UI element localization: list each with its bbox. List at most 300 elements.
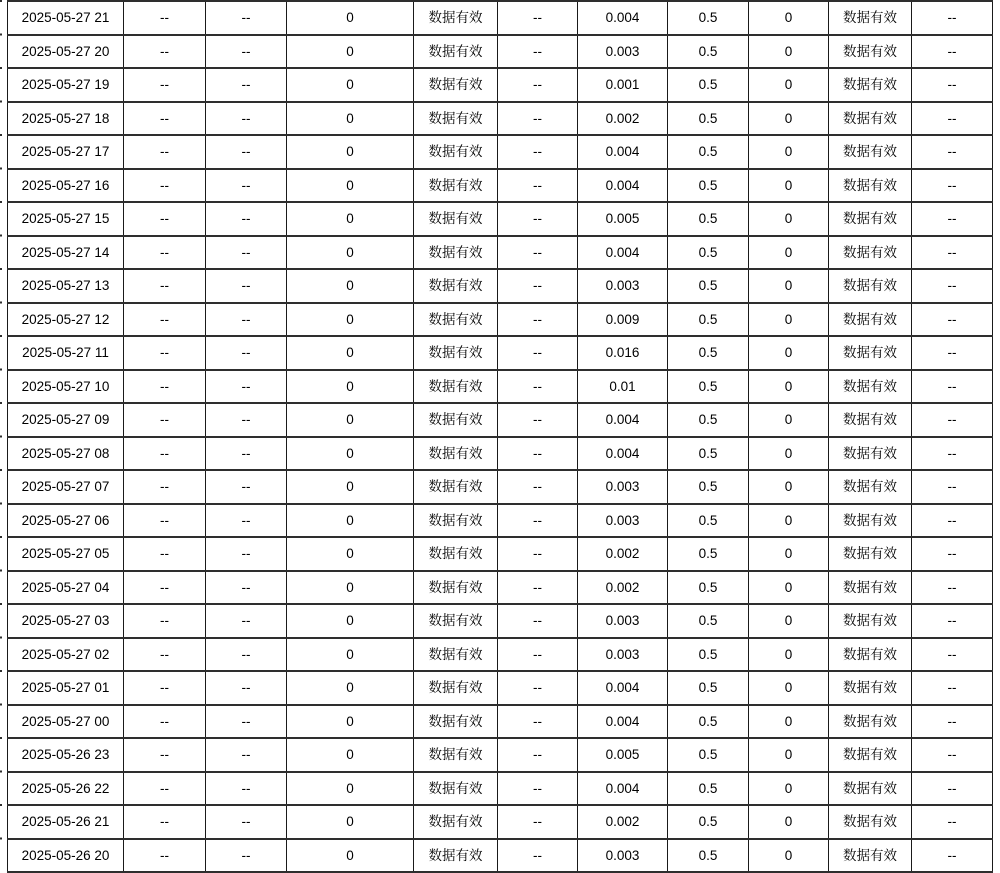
cell-metric-b: -- [206,772,287,806]
cell-metric-f: 0.5 [668,504,749,538]
cell-metric-h: -- [912,638,993,672]
cell-metric-d: -- [498,336,578,370]
cell-metric-g: 0 [749,470,829,504]
cell-metric-a: -- [124,772,206,806]
cell-metric-c: 0 [287,336,414,370]
cell-metric-f: 0.5 [668,303,749,337]
cell-metric-h: -- [912,68,993,102]
cell-metric-d: -- [498,738,578,772]
cell-metric-f: 0.5 [668,336,749,370]
cell-metric-h: -- [912,236,993,270]
cell-metric-b: -- [206,370,287,404]
cell-metric-c: 0 [287,437,414,471]
cell-metric-e: 0.003 [578,470,668,504]
cell-metric-e: 0.003 [578,504,668,538]
cell-metric-a: -- [124,805,206,839]
cell-metric-e: 0.01 [578,370,668,404]
table-row [8,236,993,270]
cell-metric-f: 0.5 [668,738,749,772]
cell-metric-g: 0 [749,437,829,471]
cell-status-a: 数据有效 [414,604,498,638]
table-row [8,169,993,203]
cell-metric-f: 0.5 [668,35,749,69]
cell-metric-b: -- [206,537,287,571]
cell-metric-a: -- [124,336,206,370]
cell-metric-c: 0 [287,202,414,236]
cell-metric-e: 0.004 [578,437,668,471]
cell-status-a: 数据有效 [414,269,498,303]
cell-status-b: 数据有效 [829,68,912,102]
cell-metric-h: -- [912,169,993,203]
cell-metric-d: -- [498,638,578,672]
cell-metric-c: 0 [287,403,414,437]
cell-metric-e: 0.005 [578,738,668,772]
cell-metric-a: -- [124,437,206,471]
cell-metric-g: 0 [749,1,829,35]
cropped-column-edge [0,0,2,871]
cell-metric-f: 0.5 [668,437,749,471]
table-row [8,504,993,538]
cell-metric-d: -- [498,202,578,236]
table-row [8,738,993,772]
cell-metric-a: -- [124,135,206,169]
cell-metric-b: -- [206,671,287,705]
cell-status-b: 数据有效 [829,202,912,236]
cell-status-b: 数据有效 [829,671,912,705]
cell-metric-d: -- [498,705,578,739]
cell-metric-b: -- [206,705,287,739]
cell-status-a: 数据有效 [414,671,498,705]
table-row [8,336,993,370]
cell-timestamp: 2025-05-27 19 [8,68,124,102]
cell-metric-f: 0.5 [668,805,749,839]
cell-status-b: 数据有效 [829,303,912,337]
cell-metric-h: -- [912,135,993,169]
hourly-data-table [7,0,993,873]
cell-metric-h: -- [912,35,993,69]
cell-metric-c: 0 [287,370,414,404]
cell-metric-f: 0.5 [668,537,749,571]
cell-metric-a: -- [124,202,206,236]
cell-metric-g: 0 [749,102,829,136]
cell-timestamp: 2025-05-27 01 [8,671,124,705]
cell-metric-a: -- [124,604,206,638]
cell-status-a: 数据有效 [414,169,498,203]
table-row [8,537,993,571]
table-row [8,269,993,303]
cell-metric-d: -- [498,135,578,169]
cell-metric-b: -- [206,236,287,270]
table-row [8,604,993,638]
cell-metric-e: 0.002 [578,805,668,839]
cell-metric-f: 0.5 [668,772,749,806]
cell-metric-e: 0.016 [578,336,668,370]
cell-metric-h: -- [912,336,993,370]
cell-metric-g: 0 [749,202,829,236]
cell-metric-e: 0.003 [578,604,668,638]
cell-metric-h: -- [912,269,993,303]
cell-status-a: 数据有效 [414,370,498,404]
cell-timestamp: 2025-05-27 21 [8,1,124,35]
cell-timestamp: 2025-05-27 18 [8,102,124,136]
table-row [8,370,993,404]
cell-metric-h: -- [912,537,993,571]
cell-metric-g: 0 [749,504,829,538]
cell-metric-e: 0.002 [578,102,668,136]
cell-status-a: 数据有效 [414,772,498,806]
cell-metric-d: -- [498,370,578,404]
cell-metric-h: -- [912,839,993,873]
cell-metric-h: -- [912,705,993,739]
cell-metric-c: 0 [287,102,414,136]
cell-metric-g: 0 [749,169,829,203]
table-row [8,671,993,705]
cell-metric-c: 0 [287,671,414,705]
cell-metric-d: -- [498,537,578,571]
cell-metric-c: 0 [287,236,414,270]
cell-metric-a: -- [124,571,206,605]
cell-metric-g: 0 [749,35,829,69]
cell-status-a: 数据有效 [414,537,498,571]
cell-metric-h: -- [912,504,993,538]
cell-status-b: 数据有效 [829,705,912,739]
cell-metric-b: -- [206,839,287,873]
table-row [8,35,993,69]
cell-metric-a: -- [124,504,206,538]
cell-metric-f: 0.5 [668,202,749,236]
cell-status-b: 数据有效 [829,236,912,270]
cell-status-b: 数据有效 [829,336,912,370]
cell-metric-a: -- [124,102,206,136]
cell-metric-d: -- [498,303,578,337]
cell-metric-b: -- [206,1,287,35]
cell-metric-e: 0.004 [578,169,668,203]
cell-status-b: 数据有效 [829,805,912,839]
cell-metric-f: 0.5 [668,236,749,270]
cell-metric-e: 0.003 [578,839,668,873]
cell-status-a: 数据有效 [414,504,498,538]
cell-metric-a: -- [124,1,206,35]
table-row [8,638,993,672]
cell-status-b: 数据有效 [829,839,912,873]
cell-metric-c: 0 [287,537,414,571]
cell-metric-d: -- [498,403,578,437]
cell-metric-h: -- [912,403,993,437]
cell-metric-c: 0 [287,638,414,672]
cell-timestamp: 2025-05-27 11 [8,336,124,370]
cell-metric-a: -- [124,738,206,772]
cell-status-a: 数据有效 [414,202,498,236]
cell-status-a: 数据有效 [414,135,498,169]
cell-timestamp: 2025-05-27 12 [8,303,124,337]
cell-timestamp: 2025-05-27 20 [8,35,124,69]
table-row [8,303,993,337]
cell-metric-f: 0.5 [668,68,749,102]
cell-metric-c: 0 [287,504,414,538]
cell-metric-d: -- [498,772,578,806]
cell-metric-f: 0.5 [668,671,749,705]
cell-metric-a: -- [124,68,206,102]
cell-status-b: 数据有效 [829,638,912,672]
cell-status-b: 数据有效 [829,269,912,303]
cell-metric-b: -- [206,638,287,672]
cell-metric-h: -- [912,102,993,136]
cell-metric-b: -- [206,269,287,303]
table-row [8,571,993,605]
cell-metric-e: 0.005 [578,202,668,236]
cell-metric-h: -- [912,370,993,404]
cell-metric-d: -- [498,839,578,873]
cell-metric-e: 0.003 [578,35,668,69]
cell-metric-c: 0 [287,738,414,772]
cell-metric-c: 0 [287,705,414,739]
cell-metric-b: -- [206,169,287,203]
table-row [8,470,993,504]
cell-status-a: 数据有效 [414,805,498,839]
cell-metric-h: -- [912,805,993,839]
cell-metric-f: 0.5 [668,169,749,203]
cell-metric-c: 0 [287,269,414,303]
cell-metric-a: -- [124,638,206,672]
cell-metric-a: -- [124,35,206,69]
cell-status-b: 数据有效 [829,504,912,538]
table-row [8,135,993,169]
cell-metric-e: 0.004 [578,1,668,35]
cell-metric-e: 0.003 [578,638,668,672]
cell-metric-d: -- [498,470,578,504]
cell-timestamp: 2025-05-27 02 [8,638,124,672]
table-row [8,68,993,102]
cell-metric-h: -- [912,1,993,35]
cell-metric-c: 0 [287,604,414,638]
cell-metric-d: -- [498,236,578,270]
cell-metric-e: 0.004 [578,705,668,739]
cell-metric-b: -- [206,102,287,136]
cell-metric-e: 0.004 [578,772,668,806]
cell-metric-c: 0 [287,805,414,839]
cell-metric-f: 0.5 [668,705,749,739]
cell-metric-g: 0 [749,135,829,169]
cell-status-a: 数据有效 [414,638,498,672]
table-row [8,772,993,806]
cell-status-b: 数据有效 [829,169,912,203]
cell-metric-d: -- [498,269,578,303]
cell-status-a: 数据有效 [414,35,498,69]
cell-timestamp: 2025-05-26 23 [8,738,124,772]
cell-metric-g: 0 [749,571,829,605]
cell-metric-b: -- [206,68,287,102]
cell-metric-c: 0 [287,68,414,102]
cell-metric-a: -- [124,169,206,203]
cell-status-b: 数据有效 [829,470,912,504]
cell-metric-h: -- [912,303,993,337]
cell-metric-g: 0 [749,738,829,772]
cell-metric-e: 0.003 [578,269,668,303]
cell-metric-h: -- [912,437,993,471]
cell-timestamp: 2025-05-27 10 [8,370,124,404]
cell-timestamp: 2025-05-27 08 [8,437,124,471]
cell-metric-d: -- [498,571,578,605]
cell-metric-f: 0.5 [668,370,749,404]
cell-metric-h: -- [912,772,993,806]
cell-metric-b: -- [206,470,287,504]
cell-metric-h: -- [912,738,993,772]
cell-metric-a: -- [124,236,206,270]
cell-status-b: 数据有效 [829,102,912,136]
cell-metric-g: 0 [749,805,829,839]
cell-metric-c: 0 [287,571,414,605]
cell-metric-c: 0 [287,470,414,504]
cell-metric-h: -- [912,671,993,705]
cell-status-a: 数据有效 [414,470,498,504]
cell-metric-b: -- [206,403,287,437]
cell-metric-g: 0 [749,671,829,705]
cell-metric-g: 0 [749,839,829,873]
cell-status-b: 数据有效 [829,772,912,806]
cell-metric-h: -- [912,202,993,236]
cell-status-b: 数据有效 [829,403,912,437]
table-row [8,102,993,136]
cell-status-a: 数据有效 [414,303,498,337]
cell-metric-d: -- [498,604,578,638]
table-row [8,839,993,873]
cell-metric-f: 0.5 [668,135,749,169]
cell-status-a: 数据有效 [414,738,498,772]
cell-metric-f: 0.5 [668,638,749,672]
cell-metric-c: 0 [287,169,414,203]
table-body [8,1,993,872]
cell-metric-d: -- [498,671,578,705]
cell-status-b: 数据有效 [829,738,912,772]
cell-metric-e: 0.001 [578,68,668,102]
cell-metric-d: -- [498,102,578,136]
cell-timestamp: 2025-05-27 07 [8,470,124,504]
cell-metric-c: 0 [287,35,414,69]
cell-metric-a: -- [124,671,206,705]
cell-status-b: 数据有效 [829,604,912,638]
cell-metric-f: 0.5 [668,470,749,504]
cell-metric-e: 0.004 [578,135,668,169]
cell-metric-a: -- [124,839,206,873]
cell-metric-f: 0.5 [668,839,749,873]
cell-metric-e: 0.004 [578,236,668,270]
cell-status-a: 数据有效 [414,839,498,873]
table-row [8,1,993,35]
cell-metric-c: 0 [287,1,414,35]
cell-status-a: 数据有效 [414,68,498,102]
cell-metric-f: 0.5 [668,571,749,605]
cell-metric-b: -- [206,202,287,236]
cell-metric-a: -- [124,370,206,404]
cell-metric-b: -- [206,336,287,370]
cell-status-a: 数据有效 [414,102,498,136]
cell-metric-d: -- [498,437,578,471]
cell-metric-g: 0 [749,772,829,806]
table-row [8,202,993,236]
cell-metric-a: -- [124,269,206,303]
cell-timestamp: 2025-05-27 09 [8,403,124,437]
cell-metric-e: 0.004 [578,671,668,705]
cell-metric-f: 0.5 [668,102,749,136]
cell-timestamp: 2025-05-27 06 [8,504,124,538]
cell-timestamp: 2025-05-27 00 [8,705,124,739]
cell-timestamp: 2025-05-27 15 [8,202,124,236]
cell-metric-c: 0 [287,839,414,873]
cell-timestamp: 2025-05-26 22 [8,772,124,806]
cell-metric-g: 0 [749,604,829,638]
cell-timestamp: 2025-05-26 20 [8,839,124,873]
cell-metric-b: -- [206,805,287,839]
cell-metric-f: 0.5 [668,604,749,638]
cell-metric-d: -- [498,504,578,538]
cell-metric-a: -- [124,470,206,504]
cell-metric-g: 0 [749,537,829,571]
cell-timestamp: 2025-05-27 16 [8,169,124,203]
cell-metric-g: 0 [749,638,829,672]
cell-status-b: 数据有效 [829,135,912,169]
cell-metric-c: 0 [287,135,414,169]
cell-status-a: 数据有效 [414,403,498,437]
cell-metric-g: 0 [749,705,829,739]
cell-metric-b: -- [206,604,287,638]
cell-metric-h: -- [912,604,993,638]
cell-metric-g: 0 [749,68,829,102]
cell-timestamp: 2025-05-27 14 [8,236,124,270]
cell-metric-a: -- [124,403,206,437]
cell-status-a: 数据有效 [414,336,498,370]
cell-metric-g: 0 [749,236,829,270]
cell-metric-b: -- [206,303,287,337]
cell-status-b: 数据有效 [829,437,912,471]
cell-status-b: 数据有效 [829,537,912,571]
cell-metric-b: -- [206,738,287,772]
cell-timestamp: 2025-05-27 17 [8,135,124,169]
cell-metric-b: -- [206,437,287,471]
cell-metric-g: 0 [749,269,829,303]
cell-metric-d: -- [498,169,578,203]
cell-metric-d: -- [498,35,578,69]
cell-metric-d: -- [498,1,578,35]
table-row [8,805,993,839]
cell-metric-g: 0 [749,336,829,370]
cell-metric-f: 0.5 [668,403,749,437]
cell-timestamp: 2025-05-27 03 [8,604,124,638]
cell-timestamp: 2025-05-27 05 [8,537,124,571]
cell-metric-f: 0.5 [668,269,749,303]
cell-timestamp: 2025-05-26 21 [8,805,124,839]
table-row [8,705,993,739]
table-row [8,403,993,437]
cell-metric-h: -- [912,470,993,504]
cell-metric-a: -- [124,537,206,571]
cell-status-a: 数据有效 [414,705,498,739]
cell-timestamp: 2025-05-27 13 [8,269,124,303]
cell-metric-g: 0 [749,370,829,404]
cell-metric-e: 0.004 [578,403,668,437]
cell-status-b: 数据有效 [829,571,912,605]
cell-metric-f: 0.5 [668,1,749,35]
cell-metric-a: -- [124,705,206,739]
cell-metric-c: 0 [287,303,414,337]
cell-status-a: 数据有效 [414,571,498,605]
cell-metric-b: -- [206,571,287,605]
cell-metric-e: 0.009 [578,303,668,337]
cell-timestamp: 2025-05-27 04 [8,571,124,605]
cell-status-a: 数据有效 [414,437,498,471]
cell-metric-e: 0.002 [578,537,668,571]
cell-metric-h: -- [912,571,993,605]
cell-metric-g: 0 [749,403,829,437]
